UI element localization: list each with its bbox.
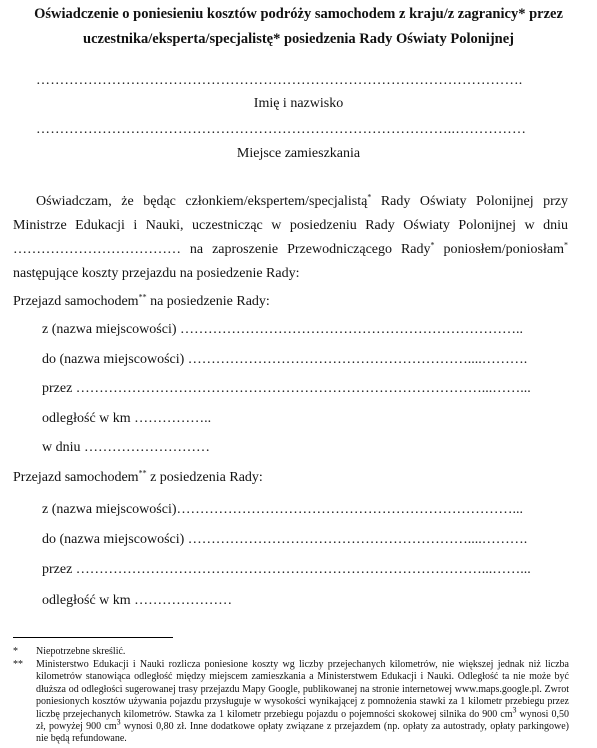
trip-from-heading-rest: z posiedzenia Rady: — [146, 470, 263, 485]
declaration-footnote-mark-2: * — [430, 240, 435, 250]
name-field-dots[interactable]: …………………………………………………………………………………………. — [36, 73, 523, 88]
declaration-paragraph — [13, 190, 568, 286]
trip-to-heading-text: Przejazd samochodem — [13, 294, 139, 309]
footnote-divider — [13, 637, 173, 638]
footnote-2-sup-b: 3 — [116, 717, 121, 727]
footnote-2-sup-a: 3 — [512, 705, 517, 715]
trip-to-from-field[interactable]: z (nazwa miejscowości) ……………………………………………………………….. — [42, 322, 523, 337]
footnote-1-mark: * — [13, 646, 18, 657]
footnote-2-text-c: wynosi 0,80 zł. Inne dodatkowe opłaty związane z przejazdem (np. opłaty za autostrady, opłaty parkingowe) nie będą refundowane. — [36, 721, 570, 745]
trip-to-footnote-mark: ** — [138, 292, 147, 302]
trip-from-distance-field[interactable]: odległość w km ………………… — [42, 593, 233, 608]
trip-to-destination-field[interactable]: do (nazwa miejscowości) ……………………………………………………....………. — [42, 352, 528, 367]
footnote-1-text: Niepotrzebne skreślić. — [36, 646, 126, 657]
residence-field-label: Miejsce zamieszkania — [236, 146, 361, 161]
footnote-2-mark: ** — [13, 659, 23, 670]
name-field-label: Imię i nazwisko — [253, 96, 344, 111]
footnote-2-text — [36, 659, 569, 746]
declaration-text-2: Rady Oświaty Polonijnej przy Ministrze Edukacji i Nauki, uczestnicząc w posiedzeniu Rady Oświaty Polonijnej w dniu ……………………………… na zaproszenie Przewodniczącego Rady — [13, 194, 568, 257]
trip-from-via-field[interactable]: przez ……………………………………………………………………………...……... — [42, 562, 531, 577]
trip-to-date-field[interactable]: w dniu ……………………… — [42, 440, 210, 455]
trip-to-via-field[interactable]: przez ……………………………………………………………………………...……... — [42, 381, 531, 396]
trip-from-footnote-mark: ** — [138, 468, 147, 478]
document-title-line-1: Oświadczenie o poniesieniu kosztów podróży samochodem z kraju/z zagranicy* przez — [34, 6, 563, 22]
residence-field-dots[interactable]: ……………………………………………………………………………..…………… — [36, 122, 527, 137]
footnote-2-text-b: wynosi 0,50 zł, powyżej 900 cm — [36, 708, 569, 733]
trip-to-heading-rest: na posiedzenie Rady: — [146, 294, 270, 309]
trip-from-destination-field[interactable]: do (nazwa miejscowości) ……………………………………………………....………. — [42, 532, 528, 547]
declaration-text-4: następujące koszty przejazdu na posiedzenie Rady: — [13, 266, 300, 281]
declaration-footnote-mark-3: * — [564, 240, 568, 250]
footnote-2-text-a: Ministerstwo Edukacji i Nauki rozlicza poniesione koszty wg liczby przejechanych kilometrów, nie większej jednak niż liczba kilometrów stanowiąca odległość między miejscem zamieszkania a Ministerstwem Edukacji i Nauki. Odległość ta nie może być dłuższa od odległości sugerowanej trasy przejazdu Mapy Google, publikowanej na stronie internetowej www.maps.google.pl. Zwrot poniesionych kosztów używania pojazdu przysługuje w wysokości wynikającej z pomnożenia stawki za 1 kilometr przebiegu przez liczbę przejechanych kilometrów. Stawka za 1 kilometr przebiegu pojazdu o pojemności skokowej silnika do 900 cm — [36, 659, 569, 720]
declaration-text-1: Oświadczam, że będąc członkiem/ekspertem/specjalistą — [36, 194, 368, 209]
trip-from-heading-text: Przejazd samochodem — [13, 470, 139, 485]
trip-from-from-field[interactable]: z (nazwa miejscowości)………………………………………………………………... — [42, 502, 523, 517]
trip-to-heading — [13, 294, 270, 310]
trip-to-distance-field[interactable]: odległość w km …………….. — [42, 411, 212, 426]
document-title-line-2: uczestnika/eksperta/specjalistę* posiedzenia Rady Oświaty Polonijnej — [83, 31, 514, 47]
declaration-footnote-mark-1: * — [367, 192, 372, 202]
trip-from-heading — [13, 470, 263, 486]
declaration-text-3: poniosłem/poniosłam — [434, 242, 564, 257]
